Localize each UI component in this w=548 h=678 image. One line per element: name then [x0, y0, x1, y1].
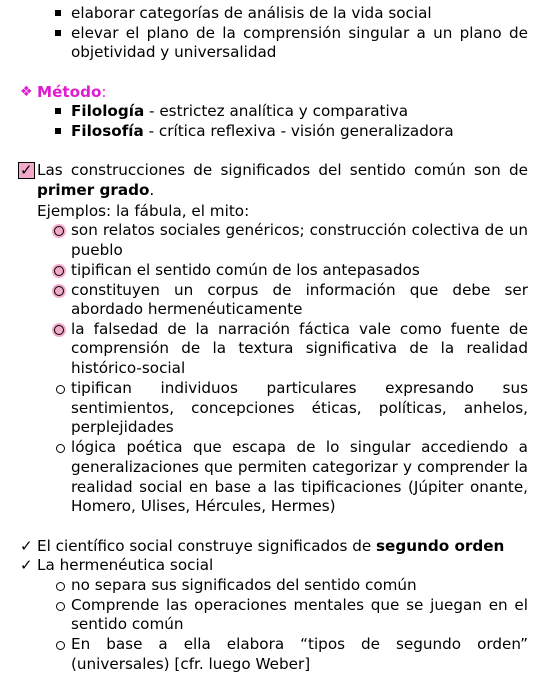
circle-bullet-icon	[56, 385, 65, 394]
metodo-label: Método	[37, 83, 102, 101]
pink-circle-bullet-icon	[52, 323, 66, 337]
example-item: lógica poética que escapa de lo singular accediendo a	[71, 438, 528, 456]
hermeneutica-item: (universales) [cfr. luego Weber]	[71, 655, 311, 673]
diamond-bullet-icon: ❖	[20, 84, 33, 100]
bullet-text: elaborar categorías de análisis de la vida social	[71, 4, 432, 22]
first-grade-line2: primer grado.	[37, 181, 155, 199]
metodo-term: Filosofía	[71, 122, 144, 140]
example-item: son relatos sociales genéricos; construcción colectiva de un	[71, 221, 528, 239]
example-item: perplejidades	[71, 418, 174, 436]
metodo-desc: - crítica reflexiva - visión generalizadora	[143, 122, 454, 140]
first-grade-line1: Las construcciones de significados del sentido común son de	[37, 161, 528, 179]
hermeneutica-item: Comprende las operaciones mentales que se juegan en el	[71, 596, 528, 614]
example-item: tipifican individuos particulares expresando sus	[71, 379, 528, 397]
bullet-square	[55, 30, 61, 36]
hermeneutica-title: La hermenéutica social	[37, 556, 214, 574]
hermeneutica-item: no separa sus significados del sentido común	[71, 576, 417, 594]
bullet-text: objetividad y universalidad	[71, 43, 277, 61]
example-item: histórico-social	[71, 359, 186, 377]
example-item: Homero, Ulises, Hércules, Hermes)	[71, 497, 336, 515]
second-order-line: El científico social construye significados de segundo orden	[37, 537, 505, 555]
metodo-term: Filología	[71, 102, 145, 120]
example-item: generalizaciones que permiten categorizar y comprender la	[71, 458, 528, 476]
checkbox-highlighted-icon: ✓	[18, 162, 35, 179]
circle-bullet-icon	[56, 582, 65, 591]
example-item: la falsedad de la narración fáctica vale como fuente de	[71, 320, 528, 338]
example-item: tipifican el sentido común de los antepasados	[71, 261, 420, 279]
bullet-text: elevar el plano de la comprensión singular a un plano de	[71, 24, 528, 42]
first-grade-bold: primer grado	[37, 181, 150, 199]
metodo-desc: - estrictez analítica y comparativa	[144, 102, 409, 120]
bullet-square	[55, 108, 61, 114]
hermeneutica-item: sentido común	[71, 615, 184, 633]
example-item: abordado hermenéuticamente	[71, 300, 303, 318]
bullet-square	[55, 128, 61, 134]
example-item: sentimientos, concepciones éticas, políticas, anhelos,	[71, 399, 528, 417]
metodo-item	[71, 122, 454, 141]
pink-circle-bullet-icon	[52, 264, 66, 278]
example-item: realidad social en base a las tipificaciones (Júpiter onante,	[71, 478, 528, 496]
circle-bullet-icon	[56, 602, 65, 611]
metodo-heading	[37, 83, 107, 102]
example-item: pueblo	[71, 241, 123, 259]
pink-circle-bullet-icon	[52, 224, 66, 238]
circle-bullet-icon	[56, 641, 65, 650]
example-item: constituyen un corpus de información que debe ser	[71, 281, 528, 299]
second-order-bold: segundo orden	[376, 537, 505, 555]
example-item: comprensión de la textura significativa de la realidad	[71, 339, 528, 357]
pink-circle-bullet-icon	[52, 284, 66, 298]
hermeneutica-item: En base a ella elabora “tipos de segundo orden”	[71, 635, 528, 653]
circle-bullet-icon	[56, 444, 65, 453]
checkmark-icon: ✓	[20, 537, 33, 555]
examples-label: Ejemplos: la fábula, el mito:	[37, 202, 250, 220]
checkmark-icon: ✓	[20, 556, 33, 574]
bullet-square	[55, 10, 61, 16]
metodo-item	[71, 102, 408, 121]
metodo-colon: :	[101, 83, 107, 101]
